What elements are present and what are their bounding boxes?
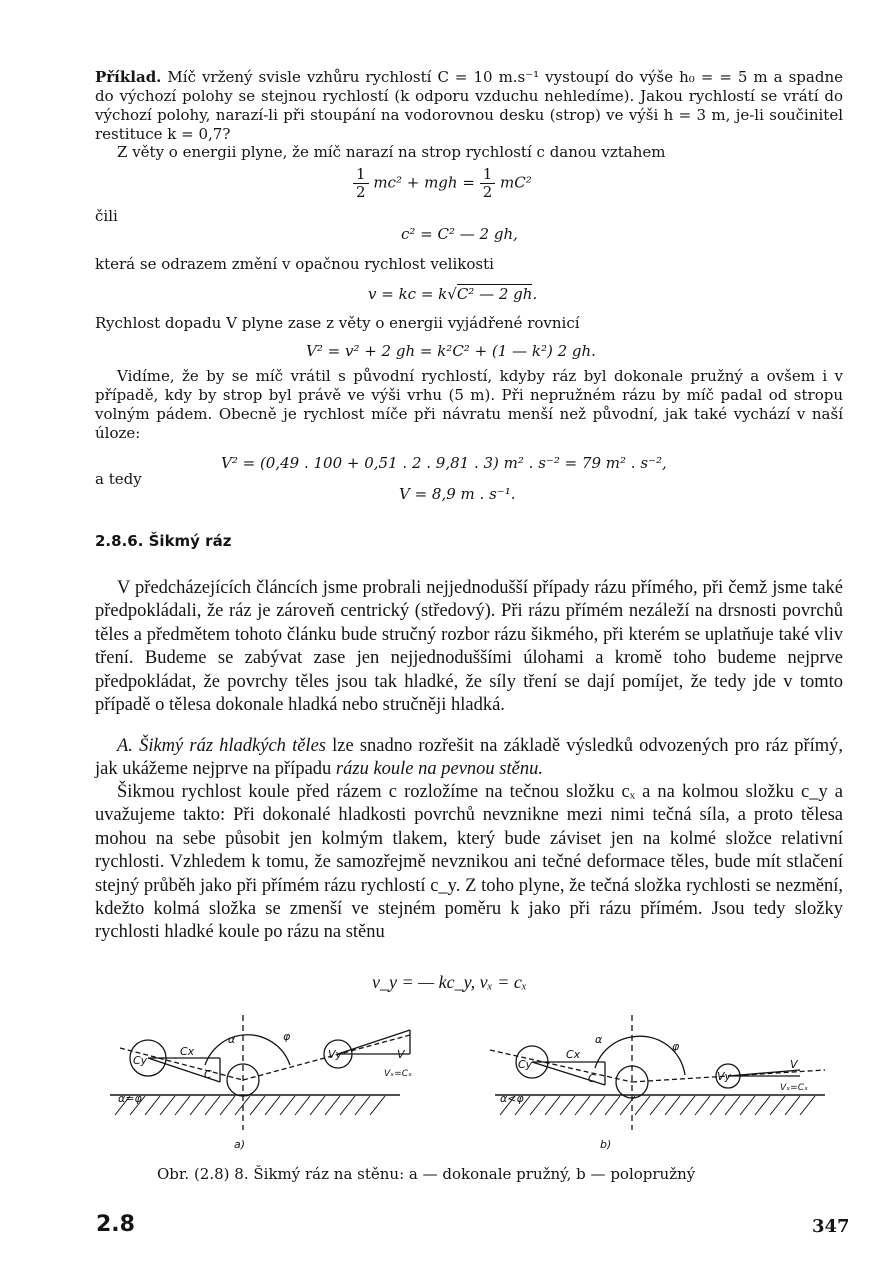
section-paragraph-2 [95,735,843,782]
cili-label: čili [95,207,118,225]
equation-V-squared: V² = v² + 2 gh = k²C² + (1 — k²) 2 gh. [306,342,596,360]
equation-c-squared: c² = C² — 2 gh, [401,225,518,243]
wall-hatching-b [500,1096,815,1115]
label-alpha-b: α [595,1033,603,1046]
equation-energy [353,166,532,201]
chapter-number: 2.8 [96,1212,135,1237]
label-sub-b: b) [600,1138,612,1151]
label-alpha-a: α [228,1033,236,1046]
label-vy-b: Vy [717,1070,732,1083]
label-phi-b: φ [672,1040,680,1053]
equation-v-end: . [532,285,538,303]
equation-v-left: v = kc = k [368,285,448,303]
label-cx-a: Cx [180,1045,195,1058]
wall-hatching-a [115,1096,385,1115]
fraction-right: $\frac{1}{2}$ [480,166,496,201]
a-tedy-label: a tedy [95,470,142,488]
after-eq2-text: která se odrazem změní v opačnou rychlost velikosti [95,255,494,273]
figure-panel-a [110,1015,410,1130]
figure-labels-b [500,1033,808,1151]
label-vy-a: Vy [328,1048,343,1061]
example-label: Příklad. [95,68,162,86]
page-number: 347 [812,1216,850,1237]
figure-labels-a [118,1030,412,1151]
incoming-path-b [490,1050,632,1082]
ball-on-wall-italic: rázu koule na pevnou stěnu. [335,759,543,780]
section-heading: 2.8.6. Šikmý ráz [95,532,232,550]
label-c-b: C [588,1072,596,1085]
label-relation-a: α=φ [118,1092,142,1105]
section-paragraph-1: V předcházejících článcích jsme probrali nejjednodušší případy rázu přímého, při čemž jsme také předpokládali, že ráz je zároveň centrický (středový). Při rázu přímém nezáleží na drsnosti povrchů těles a předmětem tohoto článku bude stručný rozbor rázu šikmého, při kterém se uplatňuje také vliv tření. Budeme se zabývat zase jen nejjednoduššími úlohami a kromě toho budeme nejprve předpokládat, že povrchy těles jsou tak hladké, že síly tření se dají pomíjet, že tedy jde v tomto případě o tělesa dokonale hladká nebo stručněji hladká. [95,578,843,716]
smooth-bodies-label: A. Šikmý ráz hladkých těles [117,736,326,756]
label-v-a: V [397,1048,405,1061]
fraction-left: $\frac{1}{2}$ [353,166,369,201]
label-vx-a: Vₓ=Cₓ [384,1069,412,1079]
label-vx-b: Vₓ=Cₓ [780,1083,808,1093]
equation-result: V = 8,9 m . s⁻¹. [399,485,516,503]
figure-caption: Obr. (2.8) 8. Šikmý ráz na stěnu: a — dokonale pružný, b — polopružný [157,1165,696,1183]
label-cx-b: Cx [566,1048,581,1061]
label-relation-b: α<φ [500,1092,524,1105]
label-cy-a: Cy [133,1054,148,1067]
equation-energy-end: mC² [500,173,532,192]
figure-oblique-impact [100,1010,840,1160]
example-paragraph [95,68,843,144]
label-phi-a: φ [283,1030,291,1043]
section-paragraph-3: Šikmou rychlost koule před rázem c rozložíme na tečnou složku cₓ a na kolmou složku c_y a uvažujeme takto: Při dokonalé hladkosti povrchů nevznikne mezi nimi tečná síla, a proto tělesa mohou na sebe působit jen kolmým tlakem, který bude záviset jen na kolmé složce relativní rychlosti. Vzhledem k tomu, že samozřejmě nevznikou ani tečné deformace těles, bude mít stlačení stejný průběh jako při přímém rázu rychlostí c_y. Z toho plyne, že tečná složka rychlosti se nezmění, kdežto kolmá složka se zmenší ve stejném poměru k jako při rázu přímém. Jsou tedy složky rychlosti hladké koule po rázu na stěnu [95,782,843,943]
example-text: Míč vržený svisle vzhůru rychlostí C = 10 m.s⁻¹ vystoupí do výše h₀ = = 5 m a spadne do výchozí polohy se stejnou rychlostí (k odporu vzduchu nehledíme). Jakou rychlostí se vrátí do výchozí polohy, narazí-li při stoupání na vodorovnou desku (strop) ve výši h = 3 m, je-li součinitel restituce k = 0,7? [95,68,843,143]
equation-v: v = kc = k√C² — 2 gh. [368,285,538,303]
angle-alpha-arc-a [205,1035,243,1065]
equation-components: v_y = — kc_y, vₓ = cₓ [372,972,527,992]
discussion-paragraph: Vidíme, že by se míč vrátil s původní rychlostí, kdyby ráz byl dokonale pružný a ovšem i v případě, kdy by strop byl právě ve výši vrhu (5 m). Při nepružném rázu by míč padal od stropu volným pádem. Obecně je rychlost míče při návratu menší než původní, jak také vychází v naší úloze: [95,367,843,442]
equation-v-root: C² — 2 gh [456,285,533,303]
label-sub-a: a) [234,1138,246,1151]
energy-intro: Z věty o energii plyne, že míč narazí na strop rychlostí c danou vztahem [117,143,666,161]
impact-text: Rychlost dopadu V plyne zase z věty o energii vyjádřené rovnicí [95,314,580,332]
label-cy-b: Cy [518,1058,533,1071]
label-v-b: V [790,1058,798,1071]
equation-numeric: V² = (0,49 . 100 + 0,51 . 2 . 9,81 . 3) m² . s⁻² = 79 m² . s⁻², [221,454,667,472]
section-paragraph-2-text: lze snadno rozřešit na základě výsledků odvozených pro ráz přímý, jak ukážeme nejprve na případu [95,736,844,780]
figure-panel-b [490,1015,825,1130]
label-c-a: C [204,1068,212,1081]
equation-energy-mid: mc² + mgh = [373,173,475,192]
